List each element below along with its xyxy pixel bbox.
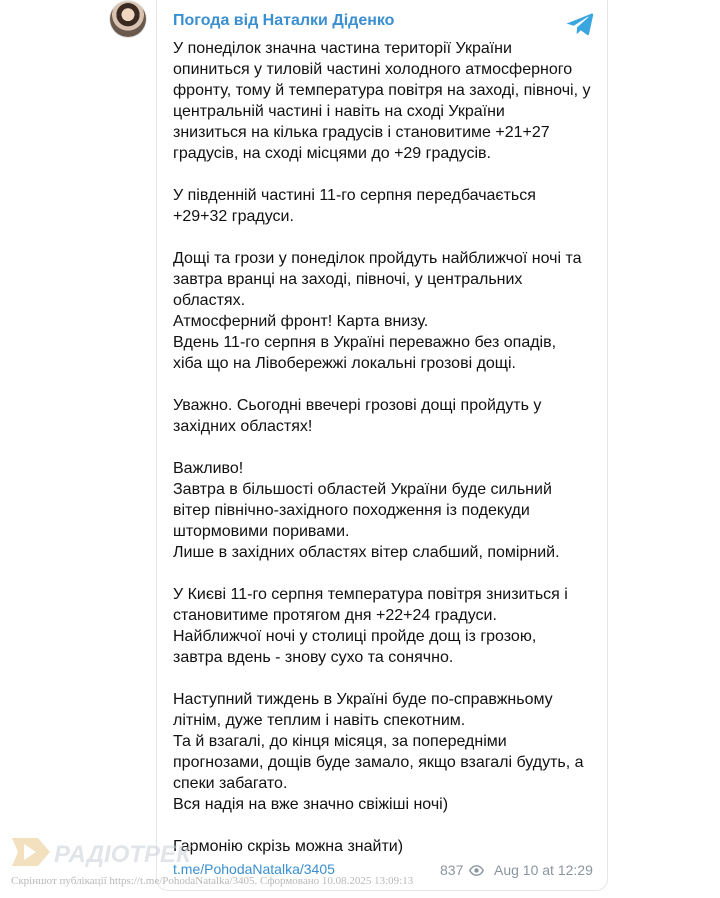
message-line: Лише в західних областях вітер слабший, помірний.	[173, 544, 560, 561]
paragraph-gap	[173, 668, 603, 689]
message-line: вітер північно-західного походження із подекуди	[173, 502, 530, 519]
message-line: Атмосферний фронт! Карта внизу.	[173, 313, 429, 330]
message-line: хіба що на Лівобережжі локальні грозові дощі.	[173, 355, 516, 372]
paragraph-gap	[173, 437, 603, 458]
message-line: становитиме протягом дня +22+24 градуси.	[173, 607, 497, 624]
message-line: знизиться на кілька градусів і становитиме +21+27	[173, 124, 550, 141]
logo-text: РАДІОТРЕК	[54, 841, 191, 868]
post-link[interactable]: t.me/PohodaNatalka/3405	[173, 861, 335, 877]
eye-icon	[469, 865, 484, 876]
message-line: фронту, тому й температура повітря на заході, півночі, у	[173, 82, 591, 99]
post-timestamp[interactable]: Aug 10 at 12:29	[494, 862, 593, 878]
telegram-icon[interactable]	[566, 12, 594, 36]
paragraph-gap	[173, 563, 603, 584]
message-line: центральній частині і навіть на сході України	[173, 103, 505, 120]
message-line: Важливо!	[173, 460, 244, 477]
message-line: У понеділок значна частина території України	[173, 40, 512, 57]
message-line: Найближчої ночі у столиці пройде дощ із грозою,	[173, 628, 537, 645]
message-line: У південній частині 11-го серпня передбачається	[173, 187, 536, 204]
message-line: Уважно. Сьогодні ввечері грозові дощі пройдуть у	[173, 397, 542, 414]
message-line: Дощі та грози у понеділок пройдуть найближчої ночі та	[173, 250, 582, 267]
channel-avatar[interactable]	[110, 1, 146, 37]
message-line: Наступний тиждень в Україні буде по-справжньому	[173, 691, 553, 708]
message-line: Вся надія на вже значно свіжіші ночі)	[173, 796, 449, 813]
paragraph-gap	[173, 374, 603, 395]
paragraph-gap	[173, 227, 603, 248]
message-line: У Києві 11-го серпня температура повітря знизиться і	[173, 586, 568, 603]
message-line: Гармонію скрізь можна знайти)	[173, 838, 404, 855]
message-line: областях.	[173, 292, 246, 309]
message-line: опиниться у тиловій частині холодного атмосферного	[173, 61, 573, 78]
view-count: 837	[440, 862, 464, 878]
message-line: градусів, на сході місцями до +29 градусів.	[173, 145, 491, 162]
paragraph-gap	[173, 815, 603, 836]
message-line: західних областях!	[173, 418, 313, 435]
message-line: літнім, дуже теплим і навіть спекотним.	[173, 712, 466, 729]
watermark-note: Скріншот публікації https://t.me/PohodaNatalka/3405. Сформовано 10.08.2025 13:09:13	[11, 875, 414, 887]
message-line: завтра вдень - знову сухо та сонячно.	[173, 649, 454, 666]
message-line: Вдень 11-го серпня в Україні переважно без опадів,	[173, 334, 557, 351]
radiotrek-logo	[10, 832, 191, 872]
message-line: штормовими поривами.	[173, 523, 350, 540]
message-line: завтра вранці на заході, півночі, у центральних	[173, 271, 523, 288]
message-line: прогнозами, дощів буде замало, якщо взагалі будуть, а	[173, 754, 584, 771]
paragraph-gap	[173, 164, 603, 185]
message-line: спеки забагато.	[173, 775, 288, 792]
message-line: +29+32 градуси.	[173, 208, 294, 225]
post-text	[173, 38, 603, 857]
channel-name[interactable]: Погода від Наталки Діденко	[173, 12, 395, 29]
message-line: Та й взагалі, до кінця місяця, за попередніми	[173, 733, 507, 750]
message-line: Завтра в більшості областей України буде сильний	[173, 481, 552, 498]
